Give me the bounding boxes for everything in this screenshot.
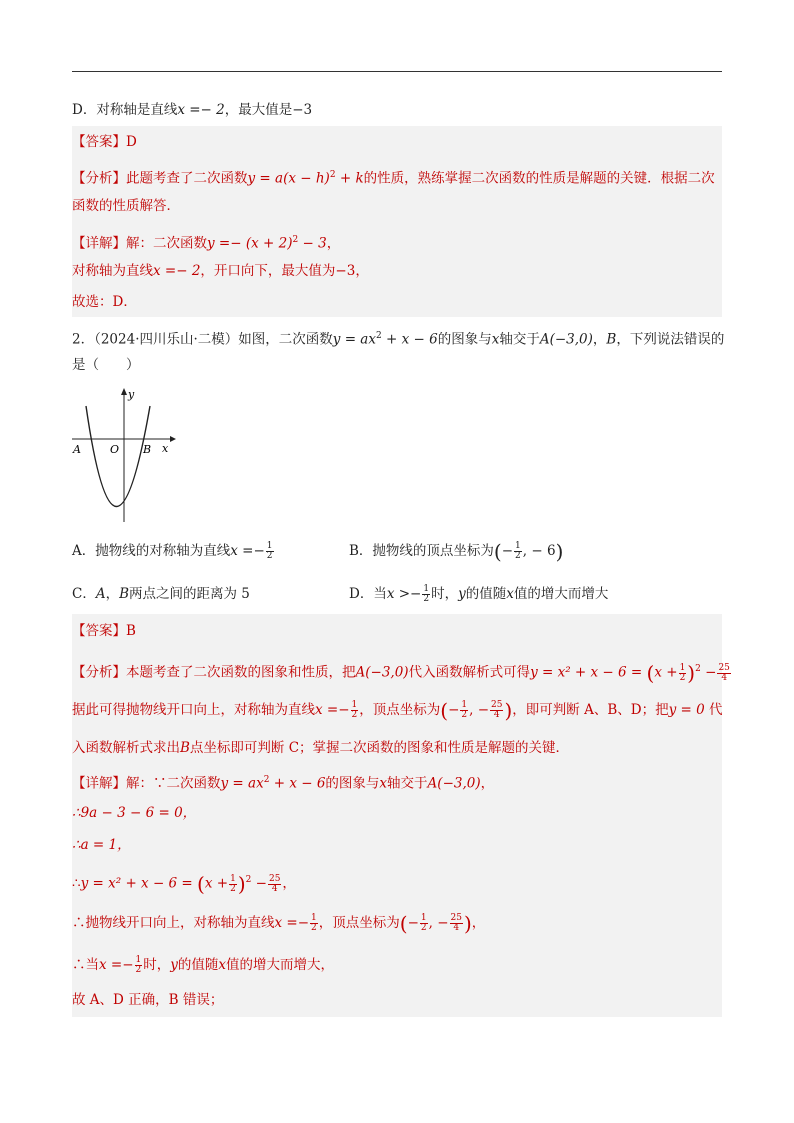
point-a-label: A	[73, 443, 81, 456]
q2-detail-line2: ∴9a − 3 − 6 = 0，	[72, 805, 197, 821]
q2-answer: 【答案】B	[72, 623, 136, 639]
x-axis-arrow	[170, 436, 176, 442]
q2-option-c: C．A，B两点之间的距离为 5	[72, 586, 250, 602]
q2-option-a: A．抛物线的对称轴为直线x =− $\frac{1}{2}$	[72, 541, 273, 561]
q2-detail-line3: ∴a = 1，	[72, 837, 131, 853]
parabola-curve	[86, 406, 150, 507]
q2-detail-line1: 【详解】解：∵二次函数$y = ax^2 + x - 6$的图象与x轴交于A(−3,0)，	[72, 775, 495, 792]
q2-analysis-line3: 入函数解析式求出B点坐标即可判断 C；掌握二次函数的图象和性质是解题的关键．	[72, 740, 570, 756]
q2-stem-line1: 2．（2024·四川乐山·二模）如图，二次函数$y = ax^2 + x - 6$的图象与x轴交于A(−3,0)，B，下列说法错误的	[72, 331, 725, 348]
q1-answer: 【答案】D	[72, 134, 137, 150]
q2-option-d: D．当x >− $\frac{1}{2}$ 时，y的值随x值的增大而增大	[349, 584, 609, 604]
q1-detail-line2: 对称轴为直线x =− 2，开口向下，最大值为−3，	[72, 263, 369, 279]
q1-detail-line3: 故选：D．	[72, 294, 137, 310]
q1-analysis-line2: 函数的性质解答．	[72, 198, 180, 214]
q2-detail-line5: ∴抛物线开口向上，对称轴为直线x =− $\frac{1}{2}$ ，顶点坐标为(− $\frac{1}{2}$ , − $\frac{25}{4}$ )，	[72, 911, 486, 936]
x-axis-label: x	[162, 442, 169, 455]
q2-analysis-line2: 据此可得抛物线开口向上，对称轴为直线x =− $\frac{1}{2}$ ，顶点坐标为(− $\frac{1}{2}$ , − $\frac{25}{4}$ )，即可判断 A、B、D；把y = 0 代	[72, 698, 723, 723]
q2-stem-line2: 是（ ）	[72, 357, 140, 373]
q2-detail-line6: ∴当x =− $\frac{1}{2}$ 时，y的值随x值的增大而增大，	[72, 955, 335, 975]
q1-answer-block	[72, 126, 722, 317]
y-axis-arrow	[121, 388, 127, 395]
q2-detail-line4: ∴y = x² + x − 6 = (x + $\frac{1}{2}$ )$^2$ − $\frac{25}{4}$ ，	[72, 872, 296, 896]
point-b-label: B	[143, 443, 152, 456]
q1-analysis-line1: 【分析】此题考查了二次函数$y = a(x - h)^2 + k$的性质，熟练掌握二次函数的性质是解题的关键．根据二次	[72, 170, 715, 187]
parabola-graph	[70, 382, 180, 527]
prev-option-d: D．对称轴是直线x =− 2，最大值是−3	[72, 102, 313, 118]
q1-detail-line1: 【详解】解：二次函数$y =- (x + 2)^2 - 3$，	[72, 235, 341, 252]
y-axis-label: y	[128, 388, 135, 401]
q2-option-b: B．抛物线的顶点坐标为(− $\frac{1}{2}$ , − 6)	[349, 539, 564, 564]
origin-label: O	[110, 443, 120, 456]
q2-analysis-line1: 【分析】本题考查了二次函数的图象和性质，把A(−3,0)代入函数解析式可得y = x² + x − 6 = (x + $\frac{1}{2}$ )$^2$ − $\frac{25}{4}$	[72, 661, 730, 685]
q2-detail-line7: 故 A、D 正确，B 错误；	[72, 992, 224, 1008]
header-rule	[72, 71, 722, 72]
